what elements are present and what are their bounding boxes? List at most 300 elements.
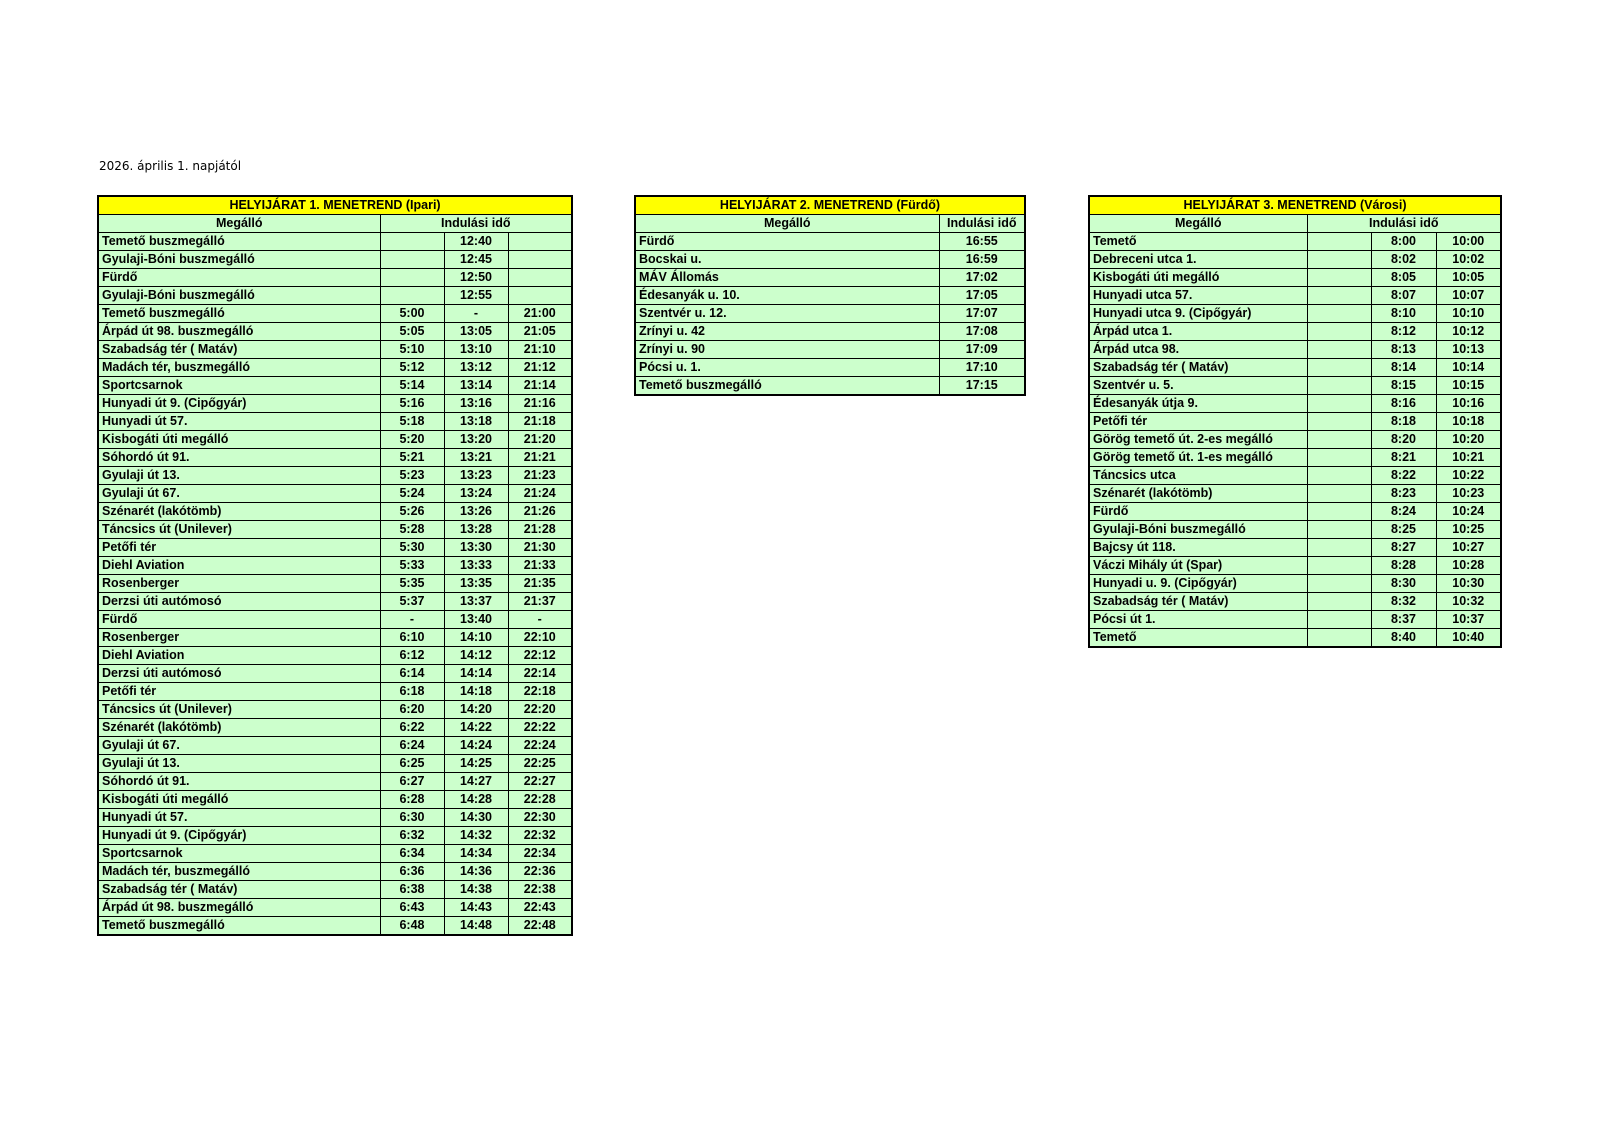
table-row — [635, 341, 1025, 359]
table-row — [635, 359, 1025, 377]
table-row — [1089, 287, 1501, 305]
departure-time-cell: 10:16 — [1436, 395, 1501, 413]
stop-name-cell: Váczi Mihály út (Spar) — [1089, 557, 1307, 575]
departure-time-cell: 8:24 — [1371, 503, 1436, 521]
stop-name-cell: Árpád út 98. buszmegálló — [98, 899, 380, 917]
stop-name-cell: Szabadság tér ( Matáv) — [1089, 593, 1307, 611]
stop-name-cell: Kisbogáti úti megálló — [98, 431, 380, 449]
departure-time-cell: 13:10 — [444, 341, 508, 359]
departure-time-cell — [1307, 431, 1371, 449]
table-row — [98, 773, 572, 791]
departure-time-cell: 10:40 — [1436, 629, 1501, 648]
stop-name-cell: Kisbogáti úti megálló — [1089, 269, 1307, 287]
departure-time-cell: 8:37 — [1371, 611, 1436, 629]
departure-time-cell: 13:18 — [444, 413, 508, 431]
stop-name-cell: Gyulaji út 13. — [98, 755, 380, 773]
departure-time-cell — [1307, 359, 1371, 377]
departure-time-cell: 5:05 — [380, 323, 444, 341]
table-row — [1089, 359, 1501, 377]
departure-time-cell: 17:10 — [939, 359, 1025, 377]
departure-time-cell: 10:18 — [1436, 413, 1501, 431]
departure-time-cell: 14:48 — [444, 917, 508, 936]
date-note: 2026. április 1. napjától — [99, 159, 242, 173]
departure-time-cell — [1307, 269, 1371, 287]
stop-name-cell: Petőfi tér — [98, 539, 380, 557]
table-row — [98, 845, 572, 863]
table-row — [98, 557, 572, 575]
departure-time-cell: 10:32 — [1436, 593, 1501, 611]
departure-time-cell: 22:28 — [508, 791, 572, 809]
column-header-departure: Indulási idő — [1307, 215, 1501, 233]
departure-time-cell: 10:24 — [1436, 503, 1501, 521]
stop-name-cell: Szentvér u. 12. — [635, 305, 939, 323]
stop-name-cell: Szabadság tér ( Matáv) — [98, 881, 380, 899]
departure-time-cell: 8:28 — [1371, 557, 1436, 575]
table-row — [635, 305, 1025, 323]
departure-time-cell: 8:30 — [1371, 575, 1436, 593]
departure-time-cell: 8:14 — [1371, 359, 1436, 377]
departure-time-cell: 10:30 — [1436, 575, 1501, 593]
departure-time-cell: 21:16 — [508, 395, 572, 413]
timetable-line-1 — [97, 195, 573, 936]
departure-time-cell: 10:23 — [1436, 485, 1501, 503]
departure-time-cell: 6:36 — [380, 863, 444, 881]
departure-time-cell: 6:27 — [380, 773, 444, 791]
departure-time-cell: 13:21 — [444, 449, 508, 467]
stop-name-cell: Gyulaji út 67. — [98, 485, 380, 503]
table-row — [635, 233, 1025, 251]
table-row — [98, 323, 572, 341]
departure-time-cell — [1307, 305, 1371, 323]
timetable-line-2 — [634, 195, 1026, 396]
stop-name-cell: Pócsi u. 1. — [635, 359, 939, 377]
departure-time-cell — [380, 233, 444, 251]
table-row — [98, 611, 572, 629]
table-row — [1089, 521, 1501, 539]
departure-time-cell: 8:05 — [1371, 269, 1436, 287]
departure-time-cell: 8:13 — [1371, 341, 1436, 359]
stop-name-cell: Pócsi út 1. — [1089, 611, 1307, 629]
stop-name-cell: Görög temető út. 2-es megálló — [1089, 431, 1307, 449]
departure-time-cell: 8:12 — [1371, 323, 1436, 341]
departure-time-cell: 10:20 — [1436, 431, 1501, 449]
table-row — [98, 737, 572, 755]
stop-name-cell: Fürdő — [98, 611, 380, 629]
departure-time-cell: 8:40 — [1371, 629, 1436, 648]
departure-time-cell — [1307, 251, 1371, 269]
column-header-departure: Indulási idő — [939, 215, 1025, 233]
departure-time-cell: 5:10 — [380, 341, 444, 359]
table-row — [1089, 449, 1501, 467]
departure-time-cell: 22:38 — [508, 881, 572, 899]
stop-name-cell: Táncsics út (Unilever) — [98, 521, 380, 539]
stop-name-cell: Temető buszmegálló — [98, 917, 380, 936]
departure-time-cell: 10:22 — [1436, 467, 1501, 485]
table-row — [98, 629, 572, 647]
departure-time-cell — [1307, 485, 1371, 503]
table-row — [1089, 611, 1501, 629]
departure-time-cell: 10:27 — [1436, 539, 1501, 557]
departure-time-cell: 22:12 — [508, 647, 572, 665]
departure-time-cell: 8:27 — [1371, 539, 1436, 557]
stop-name-cell: Árpád utca 1. — [1089, 323, 1307, 341]
table-row — [1089, 431, 1501, 449]
departure-time-cell: 10:13 — [1436, 341, 1501, 359]
departure-time-cell: 6:10 — [380, 629, 444, 647]
stop-name-cell: Fürdő — [1089, 503, 1307, 521]
departure-time-cell: 22:18 — [508, 683, 572, 701]
departure-time-cell: 21:24 — [508, 485, 572, 503]
table-row — [1089, 233, 1501, 251]
table-row — [98, 395, 572, 413]
departure-time-cell: 13:28 — [444, 521, 508, 539]
departure-time-cell: 12:45 — [444, 251, 508, 269]
departure-time-cell — [1307, 287, 1371, 305]
stop-name-cell: Debreceni utca 1. — [1089, 251, 1307, 269]
table-row — [98, 701, 572, 719]
column-header-stop: Megálló — [635, 215, 939, 233]
departure-time-cell: 13:26 — [444, 503, 508, 521]
departure-time-cell: 21:20 — [508, 431, 572, 449]
stop-name-cell: Petőfi tér — [98, 683, 380, 701]
departure-time-cell: 6:20 — [380, 701, 444, 719]
departure-time-cell: 14:22 — [444, 719, 508, 737]
stop-name-cell: Hunyadi út 9. (Cipőgyár) — [98, 395, 380, 413]
departure-time-cell — [1307, 629, 1371, 648]
departure-time-cell: 17:08 — [939, 323, 1025, 341]
stop-name-cell: MÁV Állomás — [635, 269, 939, 287]
table-row — [1089, 269, 1501, 287]
table-row — [98, 503, 572, 521]
departure-time-cell: 21:10 — [508, 341, 572, 359]
departure-time-cell: 10:00 — [1436, 233, 1501, 251]
departure-time-cell: 8:15 — [1371, 377, 1436, 395]
departure-time-cell: 14:24 — [444, 737, 508, 755]
departure-time-cell: 8:10 — [1371, 305, 1436, 323]
departure-time-cell: 21:12 — [508, 359, 572, 377]
departure-time-cell: 8:25 — [1371, 521, 1436, 539]
departure-time-cell: 21:00 — [508, 305, 572, 323]
departure-time-cell: 8:07 — [1371, 287, 1436, 305]
stop-name-cell: Temető — [1089, 233, 1307, 251]
departure-time-cell: 6:32 — [380, 827, 444, 845]
table-row — [98, 269, 572, 287]
table-row — [1089, 557, 1501, 575]
departure-time-cell: 12:40 — [444, 233, 508, 251]
departure-time-cell: 14:20 — [444, 701, 508, 719]
table-row — [98, 305, 572, 323]
table-row — [1089, 413, 1501, 431]
table-row — [98, 899, 572, 917]
departure-time-cell: 22:25 — [508, 755, 572, 773]
column-header-departure: Indulási idő — [380, 215, 572, 233]
table-row — [1089, 323, 1501, 341]
departure-time-cell: 14:10 — [444, 629, 508, 647]
table-row — [635, 269, 1025, 287]
stop-name-cell: Sportcsarnok — [98, 377, 380, 395]
table-row — [98, 809, 572, 827]
departure-time-cell: 22:43 — [508, 899, 572, 917]
table-row — [635, 251, 1025, 269]
departure-time-cell: 14:32 — [444, 827, 508, 845]
stop-name-cell: Temető buszmegálló — [98, 233, 380, 251]
stop-name-cell: Hunyadi u. 9. (Cipőgyár) — [1089, 575, 1307, 593]
departure-time-cell: 14:18 — [444, 683, 508, 701]
departure-time-cell: 13:33 — [444, 557, 508, 575]
departure-time-cell: - — [508, 611, 572, 629]
departure-time-cell: - — [444, 305, 508, 323]
stop-name-cell: Szabadság tér ( Matáv) — [98, 341, 380, 359]
stop-name-cell: Gyulaji-Bóni buszmegálló — [1089, 521, 1307, 539]
departure-time-cell: 22:34 — [508, 845, 572, 863]
stop-name-cell: Fürdő — [635, 233, 939, 251]
departure-time-cell: 22:36 — [508, 863, 572, 881]
departure-time-cell — [1307, 377, 1371, 395]
stop-name-cell: Hunyadi utca 57. — [1089, 287, 1307, 305]
table-row — [98, 881, 572, 899]
stop-name-cell: Diehl Aviation — [98, 557, 380, 575]
departure-time-cell: 17:09 — [939, 341, 1025, 359]
departure-time-cell: 21:05 — [508, 323, 572, 341]
departure-time-cell: 21:35 — [508, 575, 572, 593]
stop-name-cell: Hunyadi utca 9. (Cipőgyár) — [1089, 305, 1307, 323]
departure-time-cell: 10:02 — [1436, 251, 1501, 269]
departure-time-cell: 5:28 — [380, 521, 444, 539]
stop-name-cell: Gyulaji-Bóni buszmegálló — [98, 251, 380, 269]
departure-time-cell: 22:22 — [508, 719, 572, 737]
departure-time-cell: 14:12 — [444, 647, 508, 665]
departure-time-cell — [1307, 233, 1371, 251]
stop-name-cell: Táncsics út (Unilever) — [98, 701, 380, 719]
departure-time-cell: 10:37 — [1436, 611, 1501, 629]
departure-time-cell: 5:12 — [380, 359, 444, 377]
table-row — [98, 575, 572, 593]
departure-time-cell — [1307, 467, 1371, 485]
departure-time-cell: 14:30 — [444, 809, 508, 827]
table-row — [1089, 467, 1501, 485]
departure-time-cell: 5:23 — [380, 467, 444, 485]
table-row — [1089, 305, 1501, 323]
stop-name-cell: Gyulaji-Bóni buszmegálló — [98, 287, 380, 305]
stop-name-cell: Szénarét (lakótömb) — [98, 719, 380, 737]
departure-time-cell: 12:50 — [444, 269, 508, 287]
departure-time-cell: 10:15 — [1436, 377, 1501, 395]
stop-name-cell: Hunyadi út 57. — [98, 413, 380, 431]
departure-time-cell: 6:48 — [380, 917, 444, 936]
departure-time-cell: 5:30 — [380, 539, 444, 557]
departure-time-cell: 5:16 — [380, 395, 444, 413]
departure-time-cell: 21:37 — [508, 593, 572, 611]
departure-time-cell — [1307, 575, 1371, 593]
stop-name-cell: Bajcsy út 118. — [1089, 539, 1307, 557]
departure-time-cell: 21:30 — [508, 539, 572, 557]
departure-time-cell: 6:12 — [380, 647, 444, 665]
stop-name-cell: Édesanyák u. 10. — [635, 287, 939, 305]
departure-time-cell: 13:30 — [444, 539, 508, 557]
departure-time-cell: 10:05 — [1436, 269, 1501, 287]
table-row — [635, 377, 1025, 396]
stop-name-cell: Táncsics utca — [1089, 467, 1307, 485]
stop-name-cell: Temető buszmegálló — [635, 377, 939, 396]
table-row — [98, 593, 572, 611]
stop-name-cell: Szénarét (lakótömb) — [98, 503, 380, 521]
stop-name-cell: Árpád út 98. buszmegálló — [98, 323, 380, 341]
departure-time-cell — [508, 269, 572, 287]
departure-time-cell: 6:38 — [380, 881, 444, 899]
table-row — [1089, 503, 1501, 521]
departure-time-cell: - — [380, 611, 444, 629]
departure-time-cell — [380, 269, 444, 287]
stop-name-cell: Derzsi úti autómosó — [98, 665, 380, 683]
departure-time-cell: 8:22 — [1371, 467, 1436, 485]
stop-name-cell: Sóhordó út 91. — [98, 773, 380, 791]
departure-time-cell: 22:24 — [508, 737, 572, 755]
departure-time-cell: 5:24 — [380, 485, 444, 503]
departure-time-cell: 6:34 — [380, 845, 444, 863]
table-row — [98, 449, 572, 467]
departure-time-cell — [1307, 395, 1371, 413]
stop-name-cell: Kisbogáti úti megálló — [98, 791, 380, 809]
departure-time-cell — [1307, 503, 1371, 521]
stop-name-cell: Rosenberger — [98, 629, 380, 647]
departure-time-cell: 5:37 — [380, 593, 444, 611]
departure-time-cell: 8:00 — [1371, 233, 1436, 251]
departure-time-cell: 5:20 — [380, 431, 444, 449]
departure-time-cell: 6:22 — [380, 719, 444, 737]
stop-name-cell: Gyulaji út 13. — [98, 467, 380, 485]
departure-time-cell: 14:43 — [444, 899, 508, 917]
table-row — [98, 413, 572, 431]
table-row — [98, 827, 572, 845]
departure-time-cell: 17:02 — [939, 269, 1025, 287]
table-row — [98, 521, 572, 539]
departure-time-cell: 21:18 — [508, 413, 572, 431]
stop-name-cell: Zrínyi u. 42 — [635, 323, 939, 341]
stop-name-cell: Szabadság tér ( Matáv) — [1089, 359, 1307, 377]
table-row — [98, 251, 572, 269]
departure-time-cell: 14:34 — [444, 845, 508, 863]
table-row — [98, 377, 572, 395]
departure-time-cell: 13:20 — [444, 431, 508, 449]
departure-time-cell: 5:21 — [380, 449, 444, 467]
departure-time-cell: 14:27 — [444, 773, 508, 791]
table-title: HELYIJÁRAT 3. MENETREND (Városi) — [1089, 196, 1501, 215]
departure-time-cell: 14:25 — [444, 755, 508, 773]
departure-time-cell: 14:36 — [444, 863, 508, 881]
departure-time-cell: 14:28 — [444, 791, 508, 809]
table-row — [1089, 251, 1501, 269]
departure-time-cell — [1307, 413, 1371, 431]
departure-time-cell: 13:37 — [444, 593, 508, 611]
departure-time-cell: 13:12 — [444, 359, 508, 377]
table-row — [1089, 593, 1501, 611]
departure-time-cell — [508, 287, 572, 305]
stop-name-cell: Szénarét (lakótömb) — [1089, 485, 1307, 503]
table-row — [98, 863, 572, 881]
departure-time-cell: 12:55 — [444, 287, 508, 305]
departure-time-cell — [508, 233, 572, 251]
column-header-stop: Megálló — [98, 215, 380, 233]
table-row — [98, 539, 572, 557]
departure-time-cell: 21:14 — [508, 377, 572, 395]
departure-time-cell: 13:35 — [444, 575, 508, 593]
departure-time-cell: 10:07 — [1436, 287, 1501, 305]
departure-time-cell: 13:14 — [444, 377, 508, 395]
stop-name-cell: Diehl Aviation — [98, 647, 380, 665]
departure-time-cell: 17:15 — [939, 377, 1025, 396]
departure-time-cell: 10:10 — [1436, 305, 1501, 323]
departure-time-cell: 17:05 — [939, 287, 1025, 305]
departure-time-cell: 8:32 — [1371, 593, 1436, 611]
table-row — [98, 647, 572, 665]
stop-name-cell: Derzsi úti autómosó — [98, 593, 380, 611]
departure-time-cell — [1307, 593, 1371, 611]
stop-name-cell: Árpád utca 98. — [1089, 341, 1307, 359]
table-title: HELYIJÁRAT 2. MENETREND (Fürdő) — [635, 196, 1025, 215]
departure-time-cell: 16:55 — [939, 233, 1025, 251]
departure-time-cell: 5:33 — [380, 557, 444, 575]
departure-time-cell: 21:21 — [508, 449, 572, 467]
departure-time-cell — [1307, 557, 1371, 575]
departure-time-cell: 22:32 — [508, 827, 572, 845]
departure-time-cell: 13:05 — [444, 323, 508, 341]
departure-time-cell — [1307, 521, 1371, 539]
departure-time-cell: 14:14 — [444, 665, 508, 683]
table-row — [98, 287, 572, 305]
departure-time-cell — [508, 251, 572, 269]
departure-time-cell: 6:28 — [380, 791, 444, 809]
stop-name-cell: Édesanyák útja 9. — [1089, 395, 1307, 413]
stop-name-cell: Hunyadi út 57. — [98, 809, 380, 827]
departure-time-cell: 13:23 — [444, 467, 508, 485]
table-row — [1089, 341, 1501, 359]
table-row — [635, 323, 1025, 341]
departure-time-cell: 16:59 — [939, 251, 1025, 269]
timetable-line-3 — [1088, 195, 1502, 648]
departure-time-cell — [1307, 341, 1371, 359]
stop-name-cell: Szentvér u. 5. — [1089, 377, 1307, 395]
departure-time-cell: 5:00 — [380, 305, 444, 323]
stop-name-cell: Rosenberger — [98, 575, 380, 593]
departure-time-cell: 6:14 — [380, 665, 444, 683]
departure-time-cell: 21:23 — [508, 467, 572, 485]
table-row — [98, 341, 572, 359]
departure-time-cell: 13:24 — [444, 485, 508, 503]
departure-time-cell: 5:35 — [380, 575, 444, 593]
departure-time-cell: 22:10 — [508, 629, 572, 647]
departure-time-cell: 14:38 — [444, 881, 508, 899]
table-row — [98, 683, 572, 701]
stop-name-cell: Petőfi tér — [1089, 413, 1307, 431]
table-title: HELYIJÁRAT 1. MENETREND (Ipari) — [98, 196, 572, 215]
departure-time-cell: 17:07 — [939, 305, 1025, 323]
table-row — [1089, 539, 1501, 557]
stop-name-cell: Sportcsarnok — [98, 845, 380, 863]
departure-time-cell: 21:33 — [508, 557, 572, 575]
departure-time-cell: 10:28 — [1436, 557, 1501, 575]
departure-time-cell: 8:20 — [1371, 431, 1436, 449]
table-row — [98, 665, 572, 683]
departure-time-cell: 5:18 — [380, 413, 444, 431]
table-row — [98, 917, 572, 936]
departure-time-cell: 10:21 — [1436, 449, 1501, 467]
table-row — [1089, 485, 1501, 503]
table-row — [635, 287, 1025, 305]
departure-time-cell: 8:16 — [1371, 395, 1436, 413]
stop-name-cell: Temető buszmegálló — [98, 305, 380, 323]
departure-time-cell: 6:18 — [380, 683, 444, 701]
departure-time-cell: 8:18 — [1371, 413, 1436, 431]
